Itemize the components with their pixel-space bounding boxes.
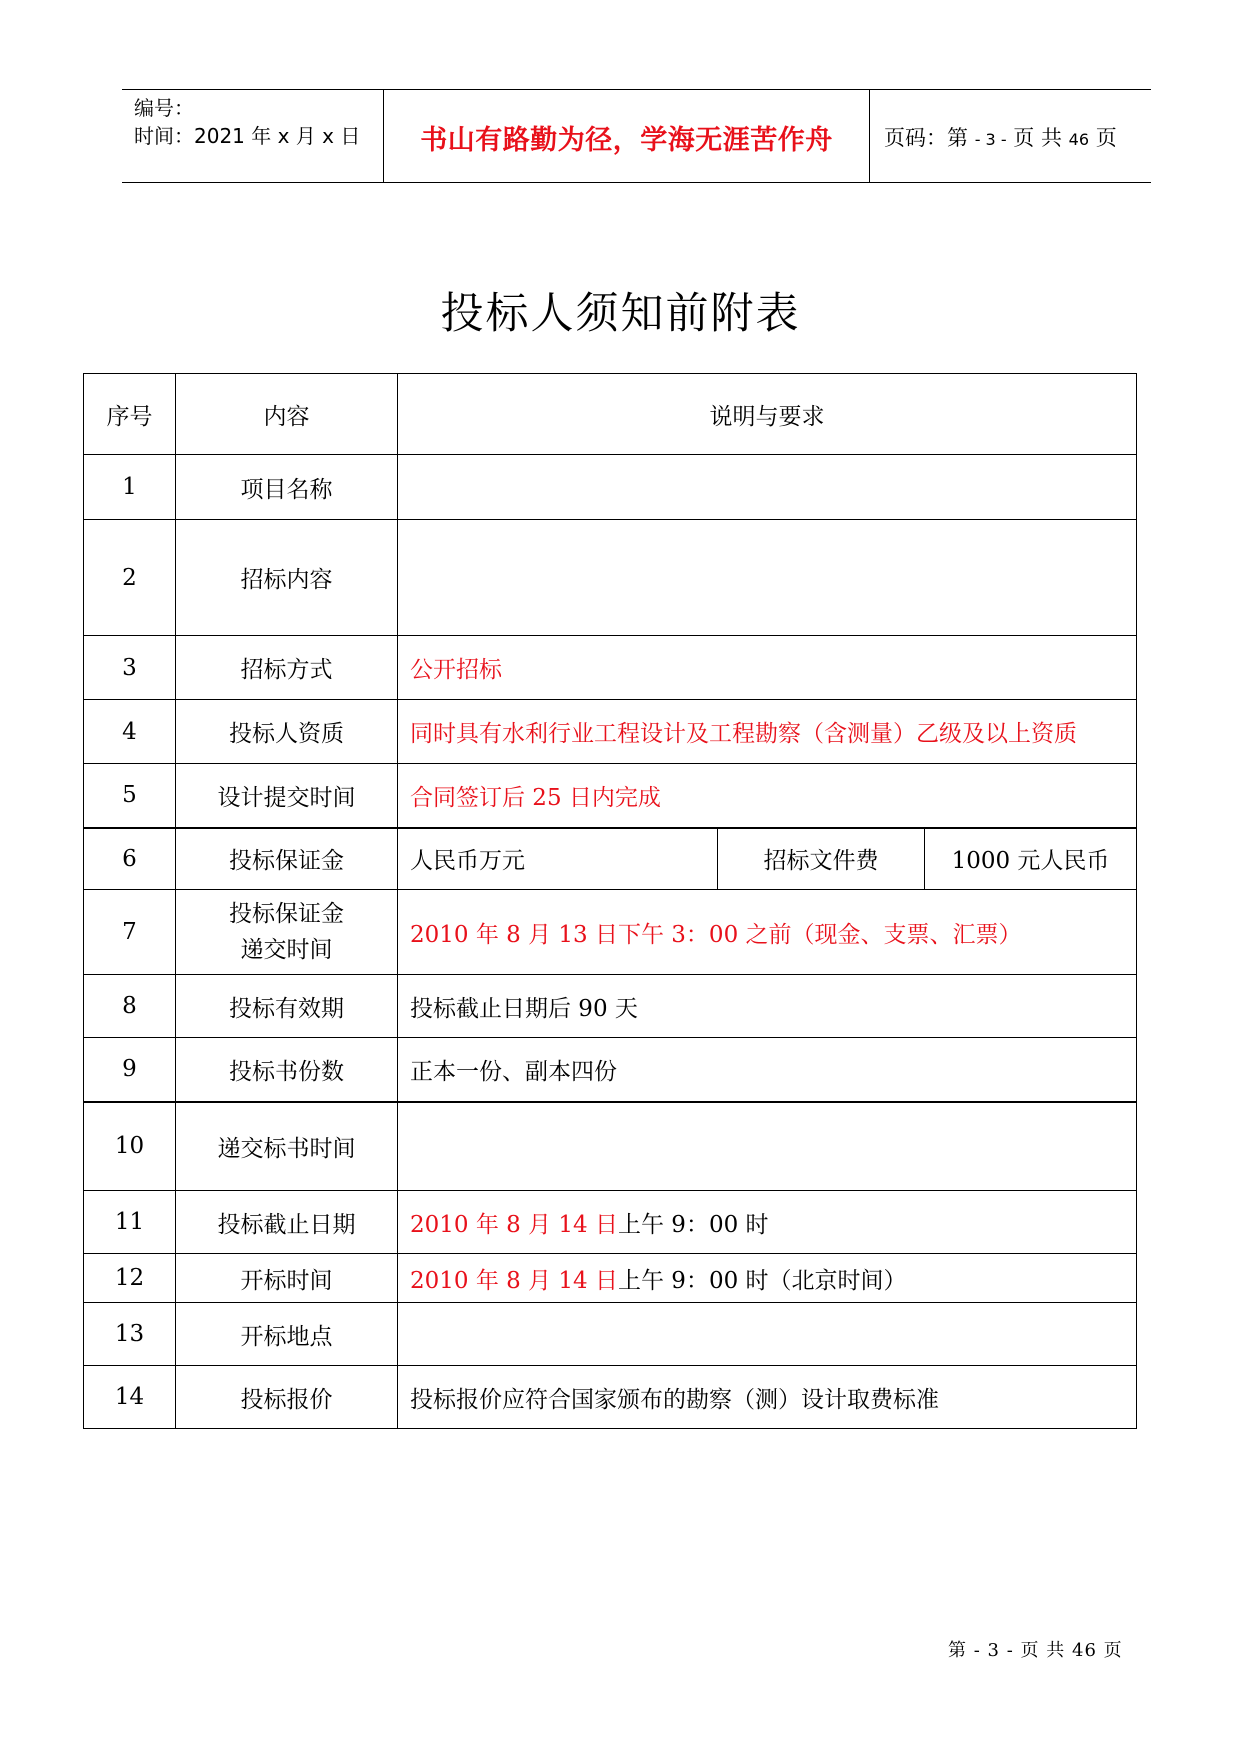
- row-description: 投标报价应符合国家颁布的勘察（测）设计取费标准: [398, 1366, 1137, 1429]
- header-divider: [869, 90, 870, 182]
- row-number: 2: [84, 520, 176, 636]
- row-item: 投标保证金: [176, 828, 398, 890]
- table-header-row: [84, 374, 1137, 455]
- header-page-middle: 页 共: [1013, 126, 1062, 150]
- row-item: 项目名称: [176, 455, 398, 520]
- row-description: 合同签订后 25 日内完成: [398, 764, 1137, 828]
- row-item: 投标有效期: [176, 975, 398, 1038]
- row-description: [398, 1303, 1137, 1366]
- row-number: 4: [84, 700, 176, 764]
- row-item: 递交标书时间: [176, 1102, 398, 1191]
- table-row: [84, 636, 1137, 700]
- row-item: 招标方式: [176, 636, 398, 700]
- row-description: [398, 1102, 1137, 1191]
- header-cell-description: 说明与要求: [398, 374, 1137, 455]
- table-row: [84, 1191, 1137, 1254]
- header-meta: [134, 94, 360, 150]
- header-page-number: - 3 -: [974, 130, 1007, 149]
- table-row: [84, 1102, 1137, 1191]
- row-description: [398, 455, 1137, 520]
- table-row: [84, 890, 1137, 975]
- header-cell-content: 内容: [176, 374, 398, 455]
- row-item: 开标时间: [176, 1254, 398, 1303]
- header-page-prefix: 页码：第: [884, 126, 968, 150]
- header-page-indicator: [884, 122, 1117, 152]
- row-number: 12: [84, 1254, 176, 1303]
- footer-suffix: 页: [1103, 1640, 1123, 1661]
- footer-page-number: - 3 -: [973, 1640, 1014, 1661]
- row-description: [398, 1191, 1137, 1254]
- footer-middle: 页 共: [1020, 1640, 1066, 1661]
- bidder-instructions-table: [83, 373, 1137, 1429]
- row-description-time: 上午 9：00 时: [618, 1211, 769, 1238]
- row-number: 5: [84, 764, 176, 828]
- table-row: [84, 1254, 1137, 1303]
- document-time-label: 时间：2021 年 x 月 x 日: [134, 124, 361, 148]
- footer-prefix: 第: [948, 1640, 967, 1661]
- row-description-date: 2010 年 8 月 14 日: [410, 1211, 618, 1238]
- row-sub-label: 招标文件费: [718, 828, 925, 890]
- row-description: [398, 520, 1137, 636]
- row-number: 10: [84, 1102, 176, 1191]
- table-row: [84, 455, 1137, 520]
- header-page-suffix: 页: [1095, 126, 1117, 150]
- table-row: [84, 520, 1137, 636]
- row-number: 7: [84, 890, 176, 975]
- row-item: 投标人资质: [176, 700, 398, 764]
- row-description: [398, 1254, 1137, 1303]
- row-description: 人民币万元: [398, 828, 718, 890]
- table-row: [84, 1038, 1137, 1102]
- row-number: 13: [84, 1303, 176, 1366]
- page-footer: [948, 1636, 1123, 1662]
- row-number: 8: [84, 975, 176, 1038]
- row-item: 投标报价: [176, 1366, 398, 1429]
- page-title: 投标人须知前附表: [440, 289, 801, 339]
- row-item: [176, 890, 398, 975]
- row-item: 投标截止日期: [176, 1191, 398, 1254]
- row-item: 投标书份数: [176, 1038, 398, 1102]
- row-number: 9: [84, 1038, 176, 1102]
- table-row: [84, 975, 1137, 1038]
- row-number: 3: [84, 636, 176, 700]
- header-cell-no: 序号: [84, 374, 176, 455]
- row-number: 11: [84, 1191, 176, 1254]
- row-number: 6: [84, 828, 176, 890]
- row-description: 2010 年 8 月 13 日下午 3：00 之前（现金、支票、汇票）: [398, 890, 1137, 975]
- row-number: 14: [84, 1366, 176, 1429]
- row-sub-value: 1000 元人民币: [925, 828, 1137, 890]
- row-number: 1: [84, 455, 176, 520]
- header-page-total: 46: [1068, 130, 1090, 149]
- row-description: 投标截止日期后 90 天: [398, 975, 1137, 1038]
- page-header: [122, 89, 1151, 183]
- table-row: [84, 828, 1137, 890]
- row-item-line: 投标保证金: [229, 901, 344, 927]
- table-row: [84, 1303, 1137, 1366]
- row-description-date: 2010 年 8 月 14 日: [410, 1267, 618, 1294]
- table-row: [84, 700, 1137, 764]
- table-row: [84, 764, 1137, 828]
- footer-page-total: 46: [1072, 1640, 1097, 1661]
- row-description-time: 上午 9：00 时（北京时间）: [618, 1267, 907, 1294]
- row-item: 招标内容: [176, 520, 398, 636]
- header-motto: 书山有路勤为径，学海无涯苦作舟: [420, 125, 833, 156]
- row-item: 开标地点: [176, 1303, 398, 1366]
- row-description: 同时具有水利行业工程设计及工程勘察（含测量）乙级及以上资质: [398, 700, 1137, 764]
- row-description: 公开招标: [398, 636, 1137, 700]
- document-number-label: 编号：: [134, 96, 194, 120]
- table-row: [84, 1366, 1137, 1429]
- row-item: 设计提交时间: [176, 764, 398, 828]
- row-item-line: 递交时间: [240, 937, 333, 963]
- row-description: 正本一份、副本四份: [398, 1038, 1137, 1102]
